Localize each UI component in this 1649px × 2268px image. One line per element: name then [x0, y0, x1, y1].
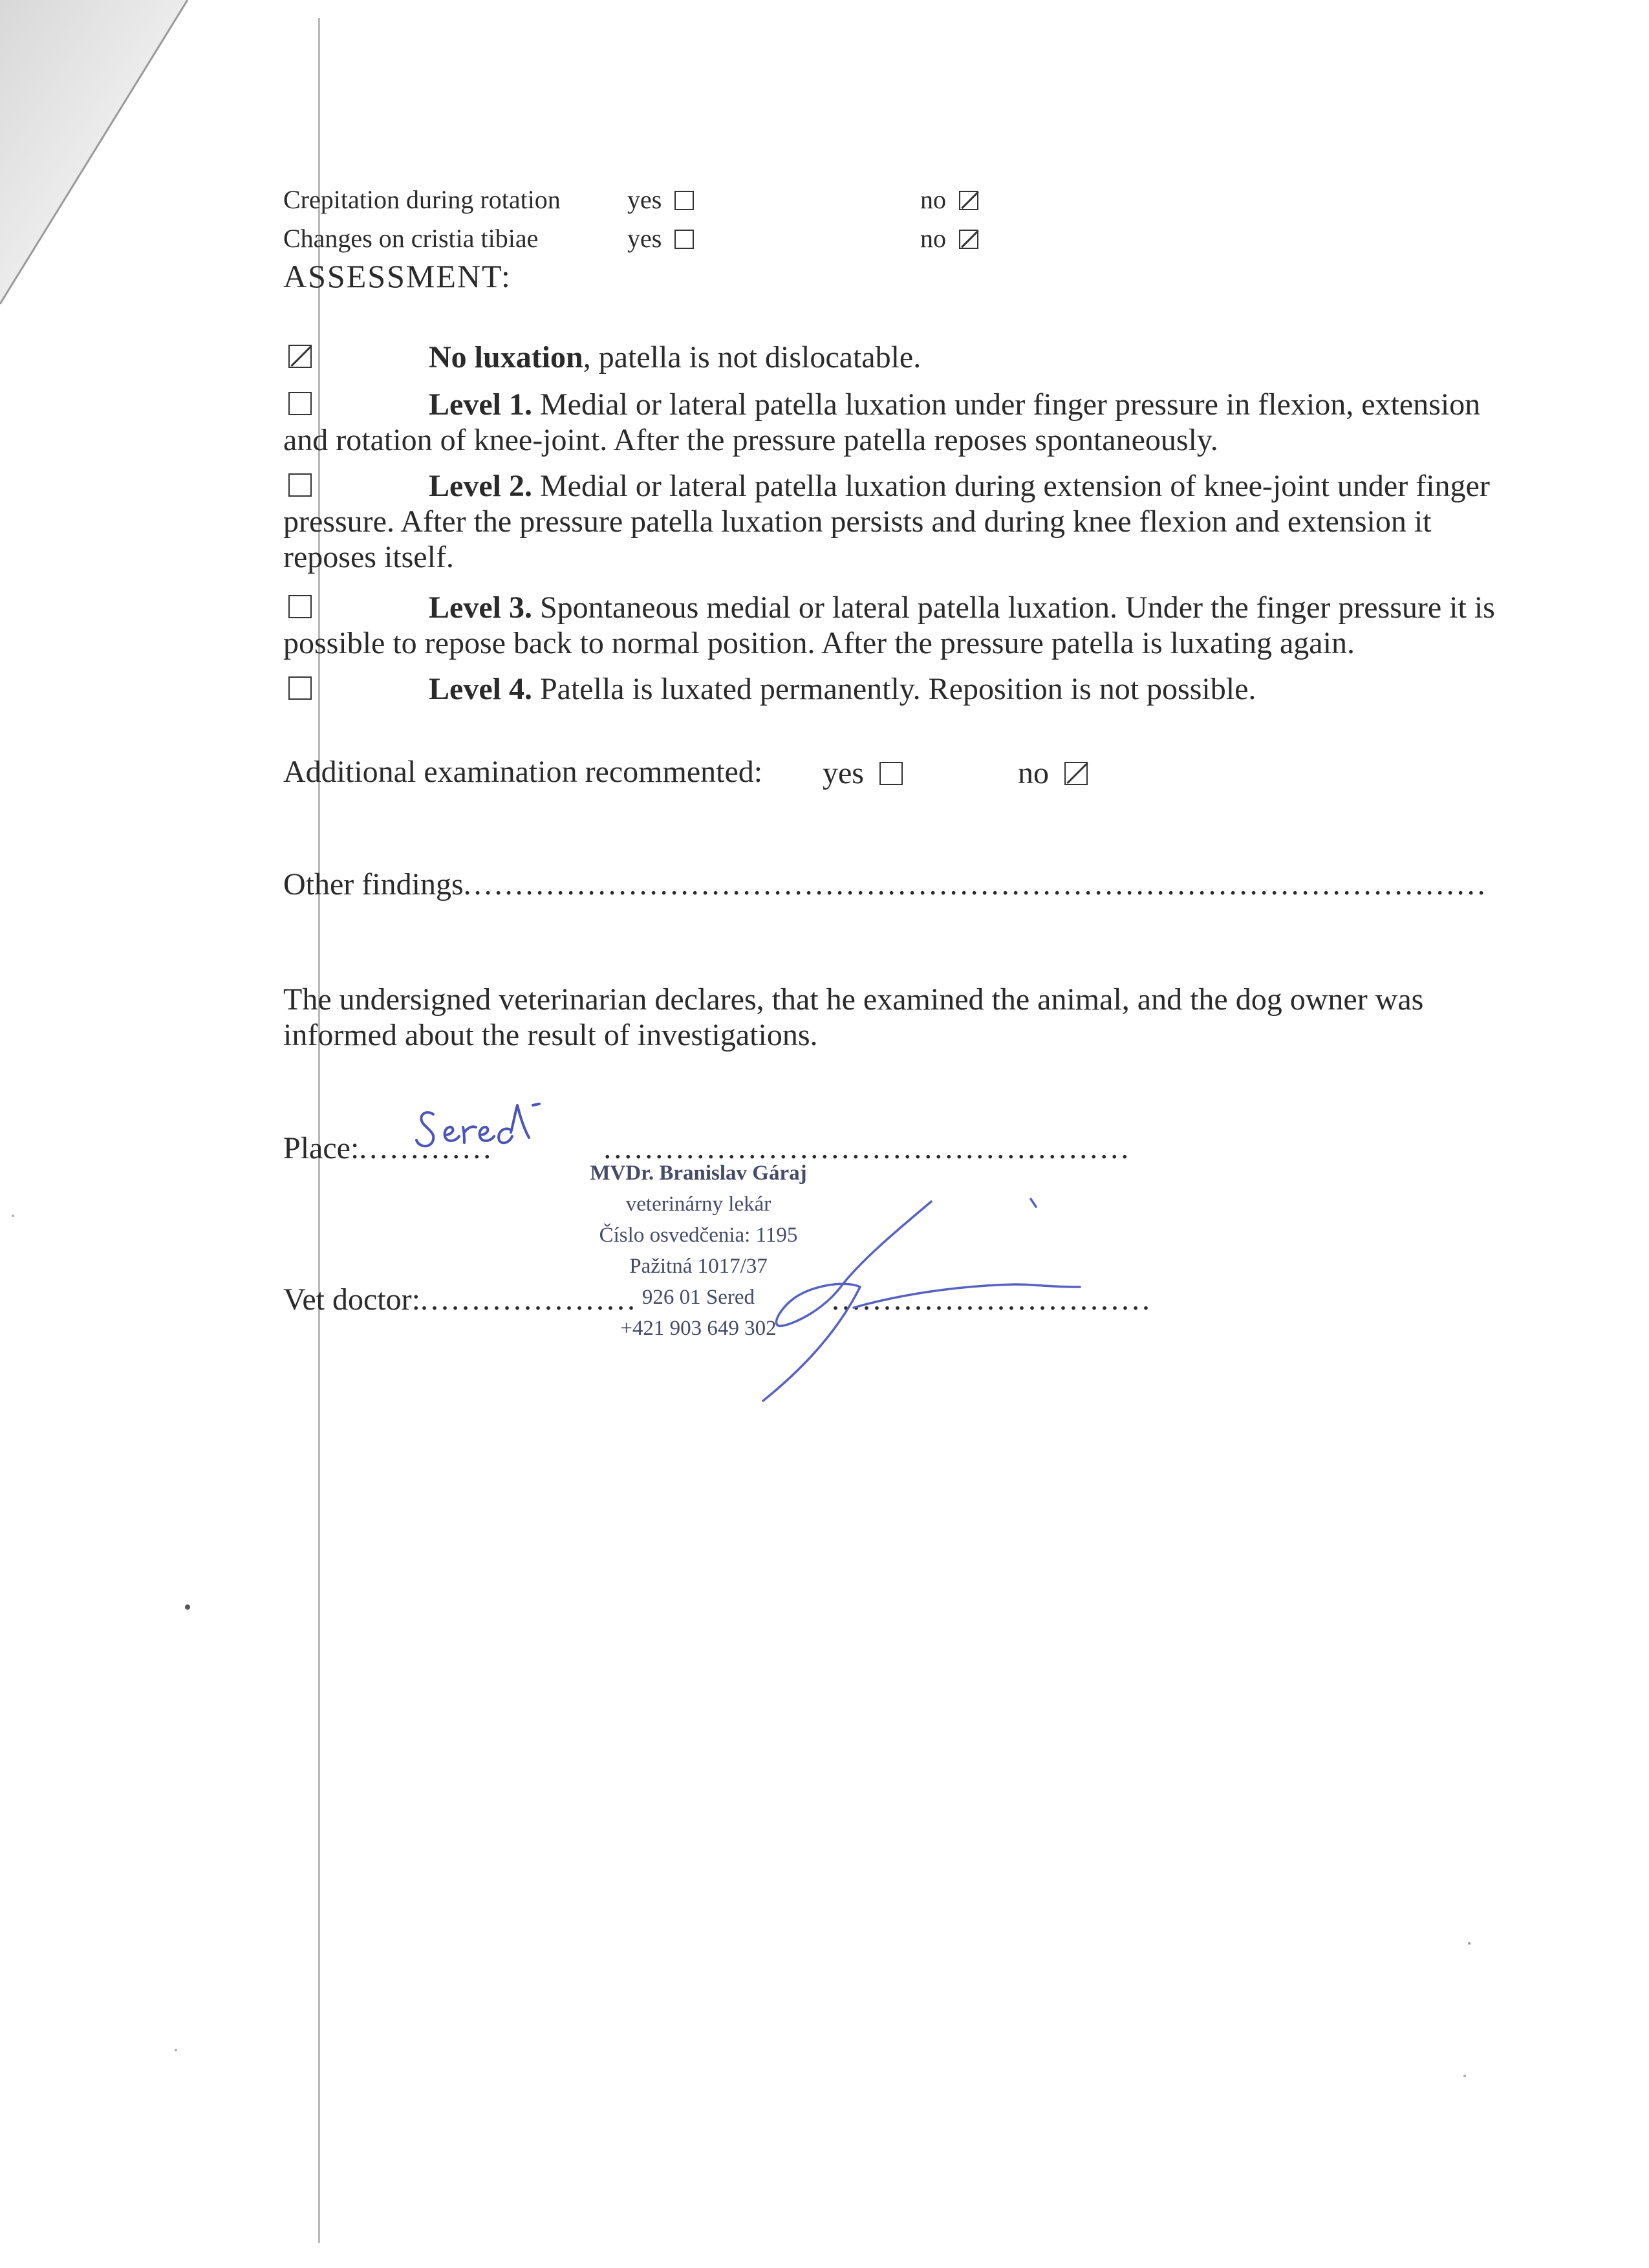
additional-yes[interactable] [823, 755, 903, 791]
signature-scribble [744, 1171, 1106, 1416]
cristia-yes-label: yes [627, 224, 662, 253]
handwritten-place [414, 1096, 543, 1161]
stamp-certificate: Číslo osvedčenia: 1195 [599, 1224, 798, 1247]
level-3-text: Spontaneous medial or lateral patella luxation. Under the finger pressure it is possible to repose back to normal position. After the pressure patella is luxating again. [283, 590, 1495, 660]
level-4-checkbox[interactable] [288, 676, 312, 700]
level-4-text: Patella is luxated permanently. Reposition is not possible. [532, 672, 1256, 706]
stamp-phone: +421 903 649 302 [620, 1317, 777, 1340]
level-2-title: Level 2. [429, 469, 532, 503]
level-1-title: Level 1. [429, 387, 532, 422]
option-level-3 [283, 590, 1499, 661]
crepitation-yes-checkbox[interactable] [674, 191, 694, 210]
option-level-1 [283, 387, 1499, 458]
assessment-heading: ASSESSMENT: [283, 258, 512, 294]
option-level-2 [283, 468, 1499, 575]
additional-no[interactable] [1018, 755, 1088, 791]
stamp-city: 926 01 Sered [641, 1286, 755, 1309]
additional-yes-label: yes [823, 756, 864, 790]
crepitation-yes[interactable] [627, 184, 694, 215]
level-4-title: Level 4. [429, 672, 532, 706]
cristia-no-label: no [920, 224, 946, 253]
other-findings-label: Other findings [283, 867, 464, 902]
other-findings [283, 867, 1488, 902]
level-3-checkbox[interactable] [288, 595, 312, 618]
level-2-checkbox[interactable] [288, 473, 312, 497]
no-luxation-title: No luxation [429, 340, 583, 374]
cristia-no[interactable] [920, 223, 978, 254]
vet-dots-lead: ..................... [420, 1282, 638, 1317]
vet-doctor-label: Vet doctor: [283, 1282, 420, 1317]
stamp-name: MVDr. Branislav Gáraj [590, 1161, 807, 1185]
no-luxation-text: , patella is not dislocatable. [583, 340, 921, 374]
other-findings-dots: ................................................................................................... [463, 867, 1488, 902]
cristia-yes[interactable] [627, 223, 694, 254]
additional-yes-checkbox[interactable] [879, 762, 903, 785]
crepitation-no-checkbox[interactable] [959, 191, 978, 210]
option-level-4 [283, 671, 1499, 707]
cristia-label: Changes on cristia tibiae [283, 224, 539, 253]
level-2-text: Medial or lateral patella luxation during extension of knee-joint under finger pressure. After the pressure patella luxation persists and during knee flexion and extension it reposes itself. [283, 469, 1490, 574]
cristia-no-checkbox[interactable] [959, 230, 978, 249]
additional-no-checkbox[interactable] [1064, 762, 1088, 785]
crepitation-no-label: no [920, 185, 946, 214]
stamp-street: Pažitná 1017/37 [629, 1255, 768, 1278]
level-1-text: Medial or lateral patella luxation under finger pressure in flexion, extension and rotation of knee-joint. After the pressure patella reposes spontaneously. [283, 387, 1481, 457]
declaration-text: The undersigned veterinarian declares, that he examined the animal, and the dog owner was informed about the result of investigations. [283, 982, 1424, 1052]
crepitation-yes-label: yes [627, 185, 662, 214]
level-1-checkbox[interactable] [288, 392, 312, 415]
crepitation-label: Crepitation during rotation [283, 185, 561, 214]
option-no-luxation [283, 340, 1499, 375]
additional-no-label: no [1018, 756, 1049, 790]
cristia-yes-checkbox[interactable] [674, 230, 694, 249]
level-3-title: Level 3. [429, 590, 532, 625]
page-fold-shadow [0, 0, 194, 310]
place-dots-lead: ............. [359, 1131, 494, 1165]
cristia-row [283, 223, 538, 254]
place-dots-trail: ................................................... [603, 1131, 1132, 1165]
stamp-title: veterinárny lekár [625, 1193, 771, 1216]
vet-dots-trail: ............................... [831, 1282, 1152, 1317]
crepitation-row [283, 184, 561, 215]
no-luxation-checkbox[interactable] [288, 345, 312, 368]
crepitation-no[interactable] [920, 184, 978, 215]
additional-label: Additional examination recommented: [283, 755, 763, 789]
place-label: Place: [283, 1131, 360, 1165]
